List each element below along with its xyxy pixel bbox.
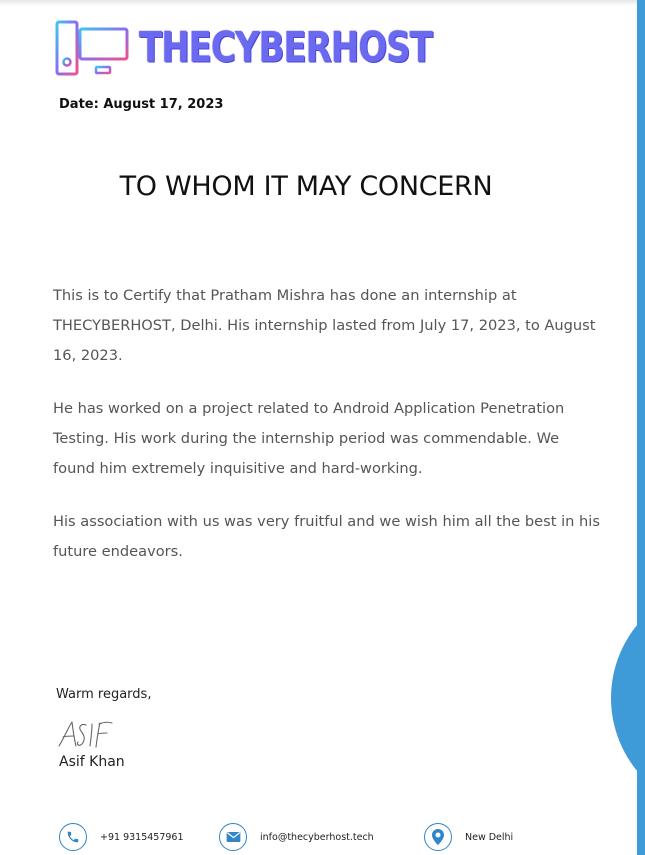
email-address[interactable]: info@thecyberhost.tech bbox=[260, 831, 374, 843]
top-shadow bbox=[0, 0, 645, 6]
location-pin-icon bbox=[424, 823, 452, 851]
phone-icon bbox=[59, 823, 87, 851]
handwritten-signature bbox=[56, 718, 116, 752]
company-logo bbox=[55, 18, 432, 78]
computer-logo-icon bbox=[55, 19, 130, 77]
contact-email bbox=[219, 822, 374, 852]
phone-number[interactable]: +91 9315457961 bbox=[100, 831, 184, 843]
contact-location bbox=[424, 822, 513, 852]
letter-body bbox=[53, 281, 603, 590]
letter-heading: TO WHOM IT MAY CONCERN bbox=[119, 171, 493, 202]
contact-phone bbox=[59, 822, 184, 852]
body-paragraph: His association with us was very fruitful and we wish him all the best in his future endeavors. bbox=[53, 513, 600, 560]
brand-name: THECYBERHOST bbox=[139, 23, 432, 73]
location-text: New Delhi bbox=[465, 831, 514, 843]
letter-date: Date: August 17, 2023 bbox=[59, 97, 224, 112]
body-paragraph: This is to Certify that Pratham Mishra has done an internship at THECYBERHOST, Delhi. His internship lasted from July 17, 2023, to August 16, 2023. bbox=[53, 287, 596, 364]
email-icon bbox=[219, 823, 247, 851]
signature bbox=[56, 718, 116, 756]
signer-name: Asif Khan bbox=[59, 754, 125, 770]
body-paragraph: He has worked on a project related to Android Application Penetration Testing. His work during the internship period was commendable. We found him extremely inquisitive and hard-working. bbox=[53, 400, 565, 477]
closing-line: Warm regards, bbox=[56, 687, 152, 702]
